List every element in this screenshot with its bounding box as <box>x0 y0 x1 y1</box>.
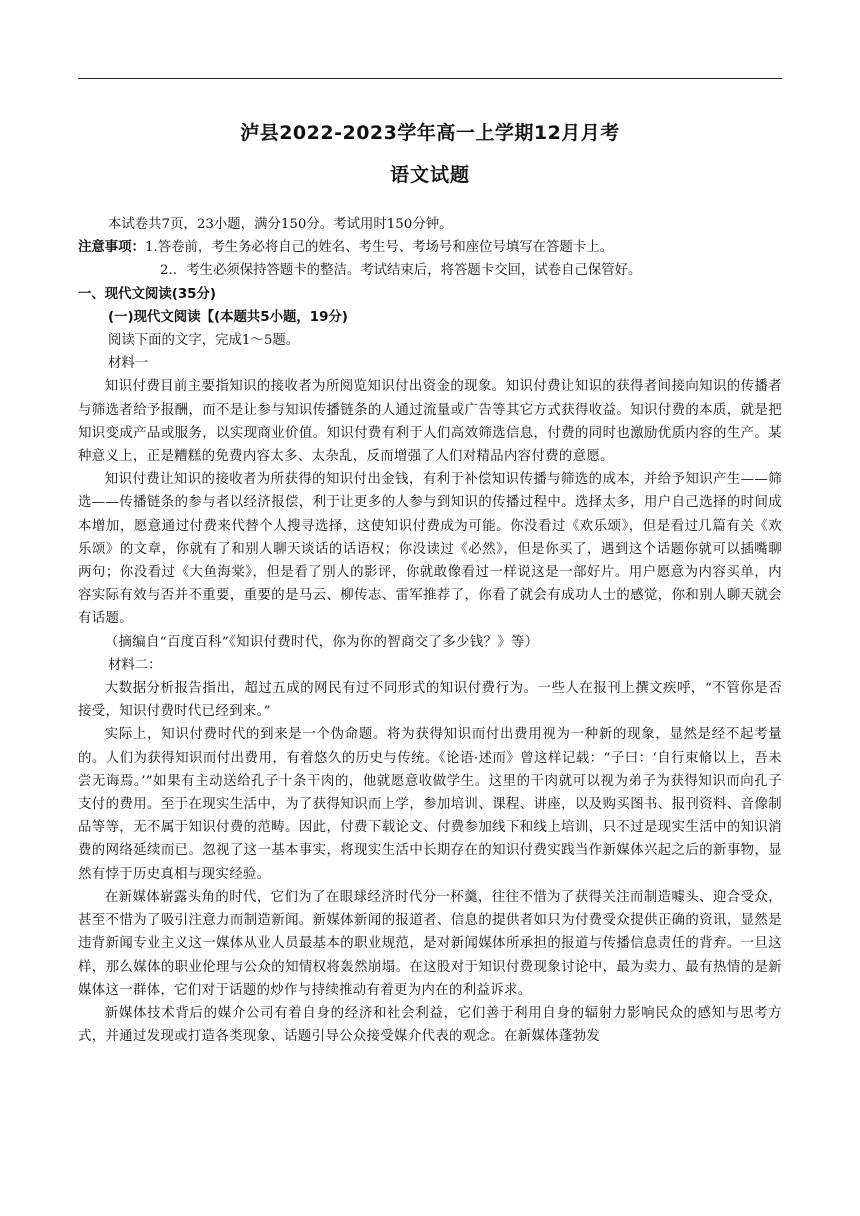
header-rule <box>78 78 782 79</box>
notice-item-2: 2.．考生必须保持答题卡的整洁。考试结束后，将答题卡交回，试卷自己保管好。 <box>160 263 642 279</box>
material-1-label: 材料一 <box>108 356 149 372</box>
notice-line-1 <box>78 236 782 259</box>
notice-item-1: 1.答卷前，考生务必将自己的姓名、考生号、考场号和座位号填写在答题卡上。 <box>144 240 614 256</box>
section-heading: 一、现代文阅读(35分) <box>78 286 216 302</box>
reading-instruction: 阅读下面的文字，完成1～5题。 <box>108 333 300 349</box>
material-2-paragraph-2: 实际上，知识付费时代的到来是一个伪命题。将为获得知识而付出费用视为一种新的现象，显然是经不起考量的。人们为获得知识而付出费用，有着悠久的历史与传统。《论语·述而》曾这样记载：“子曰：‘自行束脩以上，吾未尝无诲焉。’”如果有主动送给孔子十条干肉的，他就愿意收做学生。这里的干肉就可以视为弟子为获得知识而向孔子支付的费用。至于在现实生活中，为了获得知识而上学，参加培训、课程、讲座，以及购买图书、报刊资料、音像制品等等，无不属于知识付费的范畴。因此，付费下载论文、付费参加线下和线上培训，只不过是现实生活中的知识消费的网络延续而已。忽视了这一基本事实，将现实生活中长期存在的知识付费实践当作新媒体兴起之后的新事物，显然有悖于历史真相与现实经验。 <box>78 727 782 882</box>
material-2-paragraph-3: 在新媒体崭露头角的时代，它们为了在眼球经济时代分一杯羹，往往不惜为了获得关注而制造噱头、迎合受众，甚至不惜为了吸引注意力而制造新闻。新媒体新闻的报道者、信息的提供者如只为付费受众提供正确的资讯，显然是违背新闻专业主义这一媒体从业人员最基本的职业规范，是对新闻媒体所承担的报道与传播信息责任的背弃。一旦这样，那么媒体的职业伦理与公众的知情权将轰然崩塌。在这股对于知识付费现象讨论中，最为卖力、最有热情的是新媒体这一群体，它们对于话题的炒作与持续推动有着更为内在的利益诉求。 <box>78 889 782 998</box>
notice-label: 注意事项： <box>78 240 145 256</box>
material-2-body <box>78 677 782 1048</box>
subsection-heading: (一)现代文阅读【(本题共5小题，19分) <box>108 309 348 325</box>
material-2-label: 材料二： <box>108 657 162 673</box>
material-2-paragraph-4: 新媒体技术背后的媒介公司有着自身的经济和社会利益，它们善于利用自身的辐射力影响民众的感知与思考方式，并通过发现或打造各类现象、话题引导公众接受媒介代表的观念。在新媒体蓬勃发 <box>78 1005 782 1045</box>
intro-line: 本试卷共7页，23小题，满分150分。考试用时150分钟。 <box>108 217 453 232</box>
exam-subtitle: 语文试题 <box>389 164 470 186</box>
exam-content <box>78 213 782 1048</box>
material-1-body <box>78 375 782 653</box>
material-1-paragraph-1: 知识付费目前主要指知识的接收者为所阅览知识付出资金的现象。知识付费让知识的获得者间接向知识的传播者与筛选者给予报酬，而不是让参与知识传播链条的人通过流量或广告等其它方式获得收益。知识付费的本质，就是把知识变成产品或服务，以实现商业价值。知识付费有利于人们高效筛选信息，付费的同时也激励优质内容的生产。某种意义上，正是糟糕的免费内容太多、太杂乱，反而增强了人们对精品内容付费的意愿。 <box>78 379 782 465</box>
material-1-source: （摘编自“百度百科”《知识付费时代，你为你的智商交了多少钱？》等） <box>104 634 539 650</box>
exam-title: 泸县2022-2023学年高一上学期12月月考 <box>240 122 620 144</box>
material-1-paragraph-2: 知识付费让知识的接收者为所获得的知识付出金钱，有利于补偿知识传播与筛选的成本，并给予知识产生——筛选——传播链条的参与者以经济报偿，利于让更多的人参与到知识的传播过程中。选择太多，用户自己选择的时间成本增加，愿意通过付费来代替个人搜寻选择，这使知识付费成为可能。你没看过《欢乐颂》，但是看过几篇有关《欢乐颂》的文章，你就有了和别人聊天谈话的话语权；你没读过《必然》，但是你买了，遇到这个话题你就可以插嘴聊两句；你没看过《大鱼海棠》，但是看了别人的影评，你就敢像看过一样说这是一部好片。用户愿意为内容买单，内容实际有效与否并不重要，重要的是马云、柳传志、雷军推荐了，你看了就会有成功人士的感觉，你和别人聊天就会有话题。 <box>78 472 782 627</box>
material-2-paragraph-1: 大数据分析报告指出，超过五成的网民有过不同形式的知识付费行为。一些人在报刊上撰文疾呼，“不管你是否接受，知识付费时代已经到来。” <box>78 681 782 720</box>
